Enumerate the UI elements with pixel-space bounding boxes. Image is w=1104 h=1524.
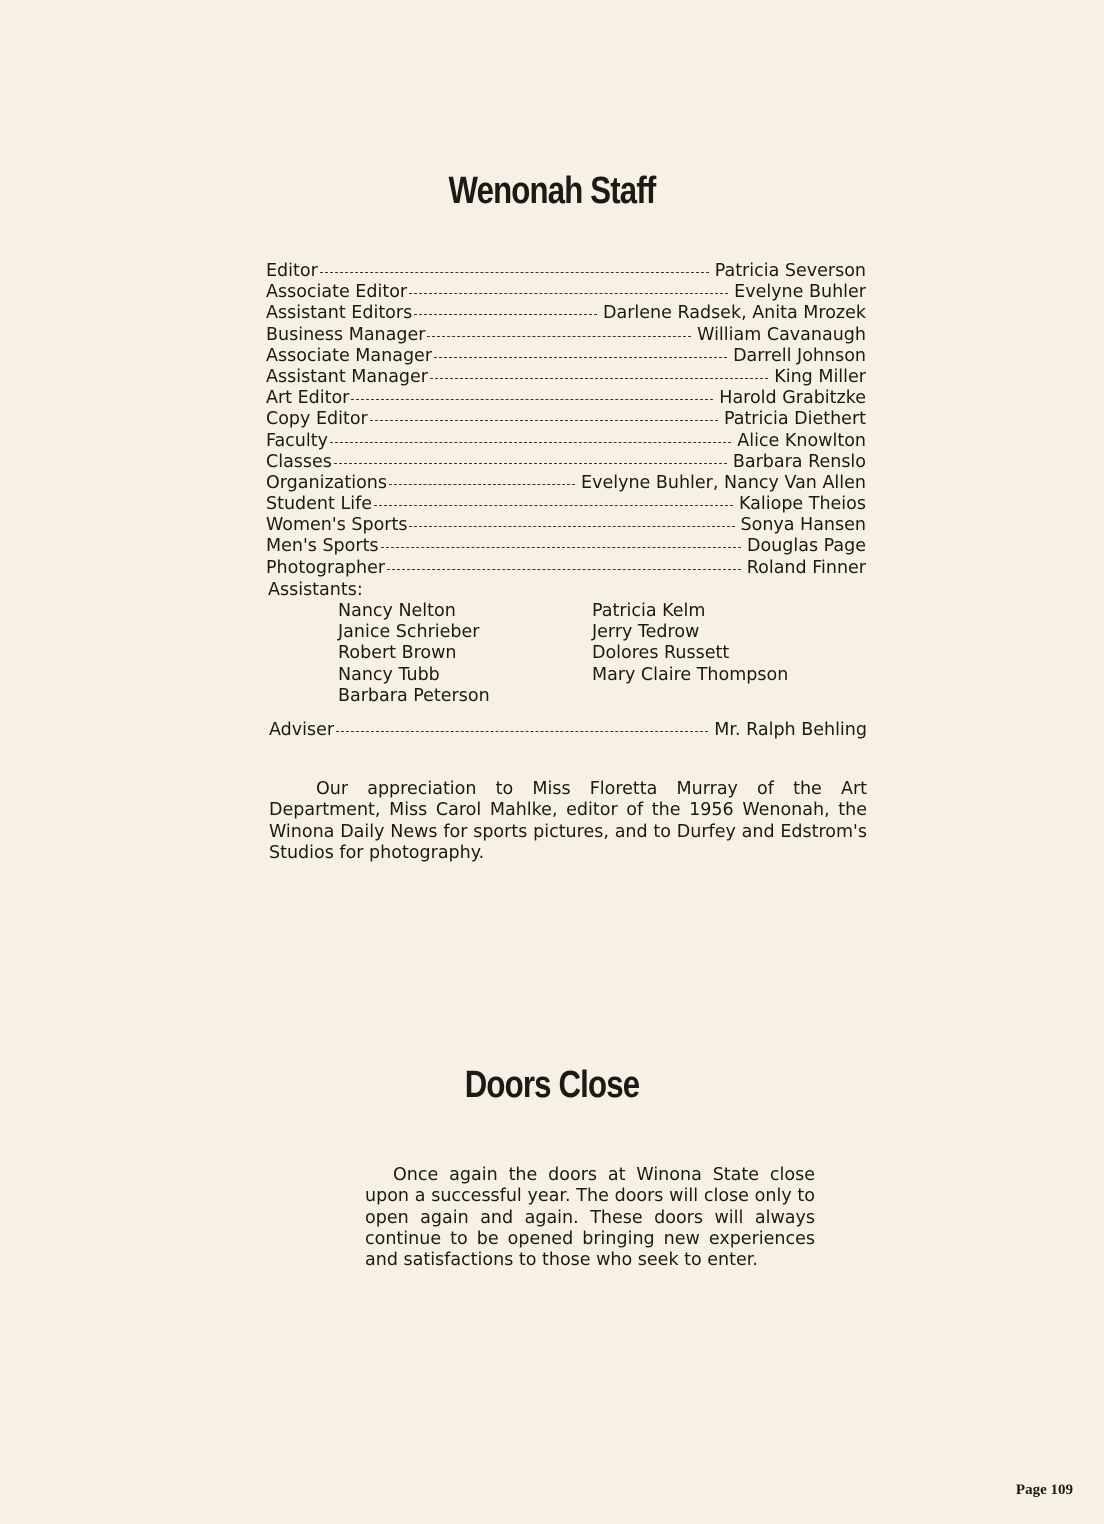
dot-leader (336, 731, 708, 732)
dot-leader (381, 547, 741, 548)
staff-role: Business Manager (266, 324, 426, 345)
staff-name: Barbara Renslo (732, 451, 866, 472)
dot-leader (409, 293, 728, 294)
staff-name: King Miller (774, 366, 866, 387)
staff-role: Faculty (266, 430, 328, 451)
staff-role: Art Editor (266, 388, 350, 409)
assistant-name: Robert Brown (338, 643, 457, 664)
dot-leader (320, 272, 709, 273)
assistants-label: Assistants: (268, 580, 363, 600)
assistant-name: Patricia Kelm (592, 601, 706, 621)
staff-heading: Wenonah Staff (448, 170, 656, 212)
dot-leader (427, 336, 691, 337)
staff-row (266, 282, 866, 303)
adviser-row (269, 720, 867, 740)
dot-leader (389, 484, 575, 485)
staff-row (266, 494, 866, 515)
staff-role: Associate Manager (266, 345, 433, 366)
staff-role: Men's Sports (266, 536, 379, 557)
dot-leader (351, 399, 713, 400)
staff-role: Editor (266, 261, 318, 281)
dot-leader (409, 526, 734, 527)
staff-row (266, 536, 866, 557)
staff-row (266, 261, 866, 282)
staff-role: Assistant Editors (266, 303, 413, 324)
assistant-name: Jerry Tedrow (592, 622, 700, 643)
assistant-name: Nancy Tubb (338, 664, 440, 685)
dot-leader (374, 505, 733, 506)
dot-leader (434, 357, 727, 358)
doors-close-paragraph: Once again the doors at Winona State close upon a successful year. The doors will close only to open again and again. These doors will always continue to be opened bringing new experiences and satisfactions to those who seek to enter. (365, 1165, 815, 1271)
assistant-name: Nancy Nelton (338, 601, 456, 621)
assistant-name: Janice Schrieber (338, 622, 480, 643)
staff-list (266, 261, 866, 579)
staff-row (266, 303, 866, 324)
staff-name: Patricia Diethert (723, 409, 866, 430)
assistants-column-1 (338, 601, 490, 707)
assistant-name: Dolores Russett (592, 643, 730, 664)
staff-role: Assistant Manager (266, 366, 428, 387)
staff-role: Organizations (266, 472, 387, 493)
assistants-column-2 (592, 601, 788, 686)
staff-name: Evelyne Buhler (734, 282, 866, 303)
staff-row (266, 515, 866, 536)
dot-leader (370, 420, 718, 421)
staff-name: Roland Finner (746, 557, 866, 578)
staff-role: Associate Editor (266, 282, 408, 303)
dot-leader (330, 442, 731, 443)
staff-name: Sonya Hansen (740, 515, 866, 536)
staff-row (266, 431, 866, 452)
staff-row (266, 325, 866, 346)
doors-close-heading: Doors Close (464, 1064, 640, 1106)
assistant-name: Barbara Peterson (338, 685, 490, 706)
dot-leader (334, 463, 727, 464)
adviser-name: Mr. Ralph Behling (714, 720, 867, 740)
staff-name: William Cavanaugh (697, 324, 866, 345)
staff-name: Darrell Johnson (733, 345, 866, 366)
staff-role: Student Life (266, 494, 372, 515)
dot-leader (430, 378, 768, 379)
staff-row (266, 558, 866, 579)
staff-name: Harold Grabitzke (719, 388, 866, 409)
staff-row (266, 367, 866, 388)
appreciation-paragraph: Our appreciation to Miss Floretta Murray of the Art Department, Miss Carol Mahlke, editor of the 1956 Wenonah, the Winona Daily News for sports pictures, and to Durfey and Edstrom's Studios for photography. (269, 779, 867, 863)
adviser-role: Adviser (269, 720, 335, 740)
staff-name: Patricia Severson (714, 261, 866, 281)
staff-row (266, 473, 866, 494)
staff-name: Kaliope Theios (739, 494, 866, 515)
staff-role: Photographer (266, 557, 386, 578)
staff-row (266, 452, 866, 473)
staff-role: Classes (266, 451, 332, 472)
staff-name: Douglas Page (746, 536, 866, 557)
staff-name: Darlene Radsek, Anita Mrozek (603, 303, 866, 324)
staff-role: Women's Sports (266, 515, 408, 536)
staff-row (266, 388, 866, 409)
dot-leader (387, 569, 741, 570)
dot-leader (414, 314, 597, 315)
staff-row (266, 409, 866, 430)
assistant-name: Mary Claire Thompson (592, 664, 789, 685)
staff-row (266, 346, 866, 367)
page-number: Page 109 (1015, 1482, 1073, 1498)
staff-name: Alice Knowlton (737, 430, 866, 451)
staff-role: Copy Editor (266, 409, 368, 430)
staff-name: Evelyne Buhler, Nancy Van Allen (581, 472, 866, 493)
